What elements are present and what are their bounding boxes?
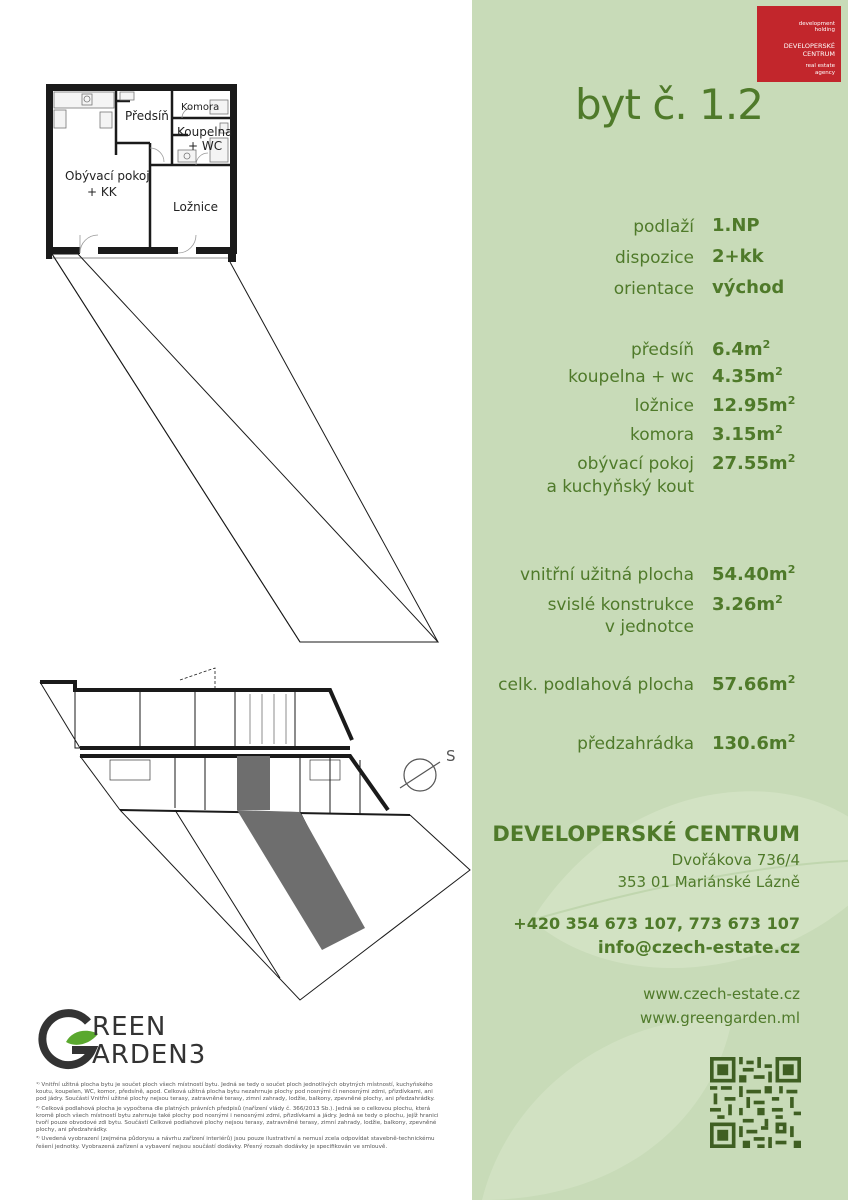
logo-text-development: development xyxy=(798,21,835,27)
room-label: komora xyxy=(629,425,694,445)
area-value: $54.40m^2$ xyxy=(712,563,796,585)
company-name: DEVELOPERSKÉ CENTRUM xyxy=(492,822,800,846)
summary-value: východ xyxy=(712,277,785,298)
area-value: $57.66m^2$ xyxy=(712,673,796,695)
logo-text-developerske: DEVELOPERSKÉ xyxy=(783,42,835,50)
logo-text-agency: agency xyxy=(814,70,835,76)
address-city: 353 01 Mariánské Lázně xyxy=(617,873,800,891)
website-link-czech-estate[interactable]: www.czech-estate.cz xyxy=(643,985,800,1003)
plan-label-obyvaci-pokoj: Obývací pokoj xyxy=(65,169,150,183)
plan-label-predsin: Předsíň xyxy=(125,109,169,123)
room-value: $6.4m^2$ xyxy=(712,338,771,360)
page-title: byt č. 1.2 xyxy=(575,80,763,129)
plan-label-koupelna: Koupelna xyxy=(177,125,233,139)
footnotes xyxy=(36,1082,442,1153)
area-label: předzahrádka xyxy=(577,734,694,754)
plan-label-komora: Komora xyxy=(181,102,220,113)
developerske-centrum-logo xyxy=(757,6,841,82)
area-value: $130.6m^2$ xyxy=(712,732,796,754)
plan-label-loznice: Ložnice xyxy=(173,200,219,214)
footnote-1: ¹⁾ Vnitřní užitná plocha bytu je součet ploch všech místností bytu. Jedná se tedy o součet ploch jednotlivých obytných místností, kuchyňského koutu, koupelen, WC, komor, předsíně, apod. Celková užitná plocha bytu nezahrnuje plochy pod nosnými či nenosnými zdmi, přizdívkami, ani pod jádry. Součástí Vnitřní užitné plochy nejsou terasy, zatravněné terasy, zimní zahrady, lodžie, balkony, zpevněné plochy, ani předzahrádky. xyxy=(36,1082,435,1103)
summary-label: orientace xyxy=(613,279,694,299)
phone-number[interactable]: +420 354 673 107, 773 673 107 xyxy=(513,914,800,933)
footnote-3: ³⁾ Uvedená vyobrazení (zejména půdorysu a návrhu zařízení interiérů) jsou pouze ilustrativní a nemusí zcela odpovídat stavebně-technickému řešení jednotky. Vyobrazená zařízení a vybavení nejsou součástí dodávky. Přesný rozsah dodávky je specifikován ve smlouvě. xyxy=(36,1136,435,1150)
logo-text-centrum: CENTRUM xyxy=(802,50,835,58)
room-value: $12.95m^2$ xyxy=(712,394,796,416)
plan-label-kk: + KK xyxy=(87,185,117,199)
room-value: $3.15m^2$ xyxy=(712,423,783,445)
room-label-line2: a kuchyňský kout xyxy=(546,477,694,497)
room-value: $4.35m^2$ xyxy=(712,365,783,387)
site-plan xyxy=(0,660,472,1010)
logo-word-arden3: ARDEN3 xyxy=(92,1040,207,1070)
room-value: $27.55m^2$ xyxy=(712,452,796,474)
area-label-line2: v jednotce xyxy=(604,617,694,637)
logo-text-holding: holding xyxy=(814,27,835,33)
area-label: vnitřní užitná plocha xyxy=(520,565,694,585)
area-value: $3.26m^2$ xyxy=(712,593,783,615)
footnote-2: ²⁾ Celková podlahová plocha je vypočtena dle platných právních předpisů (nařízení vlády č. 366/2013 Sb.). Jedná se o celkovou plochu, která kromě ploch všech místností bytu zahrnuje také plochy pod nosnými i nenosnými zdmi, přizdívkami a jádry. Jedná se tedy o plochu, jejíž hranici tvoří pouze obvodové zdi bytu. Součástí Celkové podlahové plochy nejsou terasy, zatravněné terasy, zimní zahrady, lodžie, balkony, zpevněné plochy, ani předzahrádky. xyxy=(36,1105,439,1134)
area-label: celk. podlahová plocha xyxy=(498,675,694,695)
plan-label-wc: + WC xyxy=(188,139,223,153)
compass-north-label: S xyxy=(446,747,456,765)
qr-code-image xyxy=(710,1057,801,1148)
room-label: ložnice xyxy=(634,396,694,416)
logo-text-real-estate: real estate xyxy=(805,63,835,69)
summary-label: dispozice xyxy=(614,248,694,268)
summary-value: 2+kk xyxy=(712,246,764,267)
room-label: předsíň xyxy=(630,340,694,360)
email-link[interactable]: info@czech-estate.cz xyxy=(597,938,800,958)
summary-value: 1.NP xyxy=(712,215,760,236)
room-label: obývací pokoj xyxy=(577,454,694,474)
address-street: Dvořákova 736/4 xyxy=(671,851,800,869)
website-link-greengarden[interactable]: www.greengarden.ml xyxy=(640,1009,800,1027)
area-label: svislé konstrukce xyxy=(547,595,694,615)
summary-label: podlaží xyxy=(633,217,694,237)
logo-word-reen: REEN xyxy=(92,1012,167,1042)
room-label: koupelna + wc xyxy=(568,367,694,387)
green-garden-3-logo xyxy=(36,1004,236,1074)
